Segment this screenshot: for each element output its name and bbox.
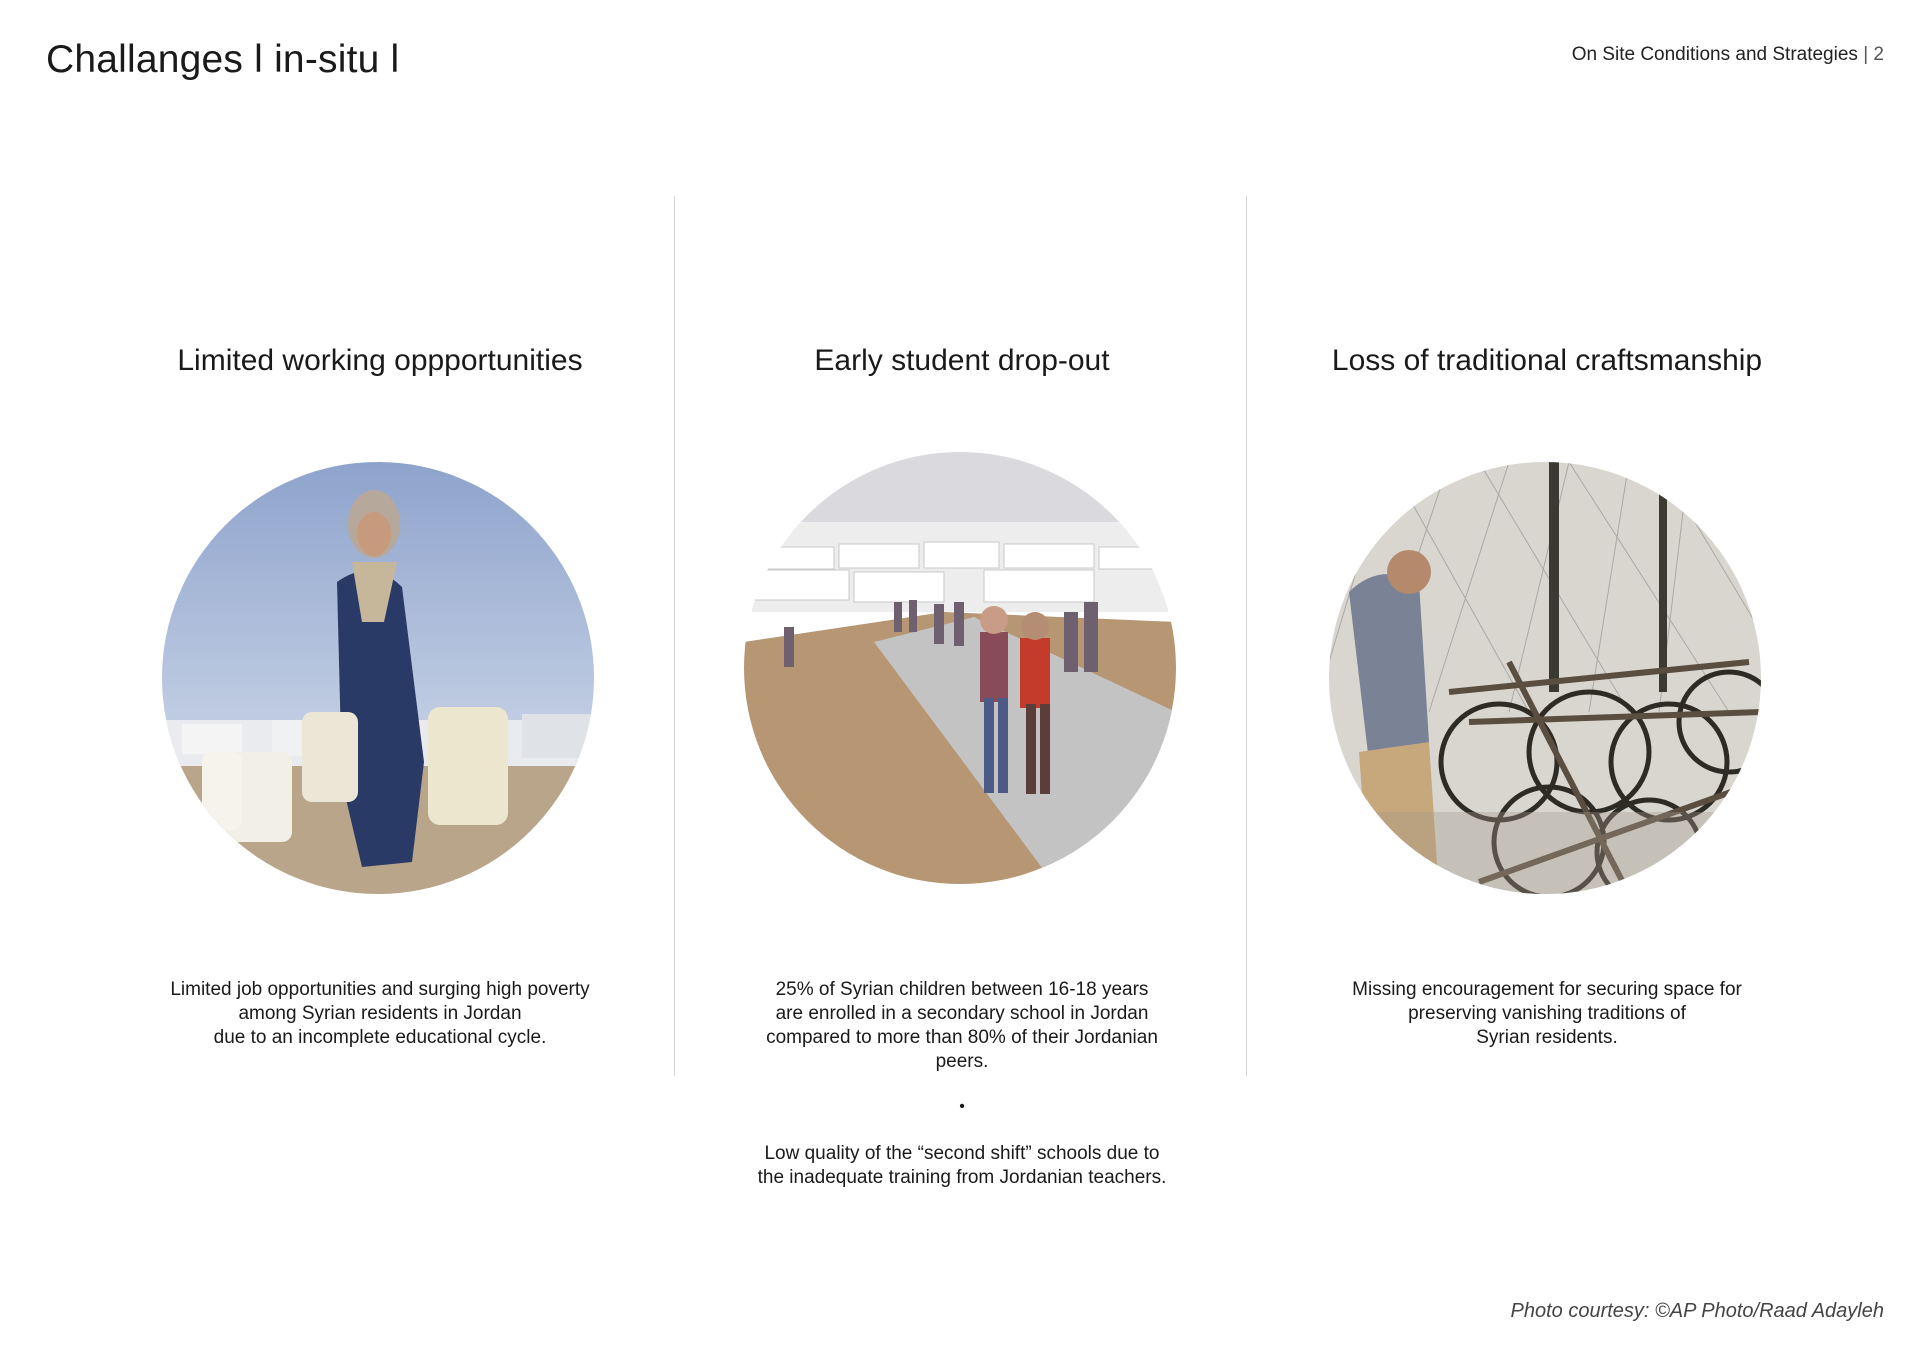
- description-line: Missing encouragement for securing space for: [1352, 979, 1742, 1000]
- column-description: [100, 978, 660, 1050]
- column-description-secondary: [682, 1142, 1242, 1190]
- man-repairing-bicycles-photo: [1329, 462, 1761, 894]
- description-line: Syrian residents.: [1476, 1027, 1618, 1048]
- column-heading: Early student drop-out: [814, 344, 1110, 377]
- description-line: preserving vanishing traditions of: [1408, 1003, 1686, 1024]
- description-line: due to an incomplete educational cycle.: [213, 1027, 547, 1048]
- description-line: 25% of Syrian children between 16-18 years: [775, 979, 1149, 1000]
- column-craftsmanship: [1257, 0, 1837, 1357]
- column-working-opportunities: [90, 0, 670, 1357]
- description-line: Limited job opportunities and surging high poverty: [170, 979, 590, 1000]
- photo-credit: Photo courtesy: ©AP Photo/Raad Adayleh: [1510, 1300, 1884, 1322]
- description-line: compared to more than 80% of their Jordanian: [766, 1027, 1158, 1048]
- woman-carrying-water-jugs-photo: [162, 462, 594, 894]
- description-line: Low quality of the “second shift” schools due to: [764, 1143, 1160, 1164]
- column-description: [1267, 978, 1827, 1050]
- column-description: [682, 978, 1242, 1074]
- section-title: On Site Conditions and Strategies: [1571, 44, 1858, 65]
- page-title: Challanges l in-situ l: [46, 38, 400, 81]
- bullet-separator: •: [959, 1098, 965, 1115]
- column-student-dropout: [672, 0, 1252, 1357]
- description-line: among Syrian residents in Jordan: [238, 1003, 522, 1024]
- page-number: 2: [1873, 44, 1884, 65]
- column-heading: Limited working oppportunities: [177, 344, 583, 377]
- description-line: are enrolled in a secondary school in Jordan: [775, 1003, 1149, 1024]
- separator: |: [1857, 44, 1874, 65]
- children-walking-in-camp-photo: [744, 452, 1176, 884]
- description-line: peers.: [935, 1051, 989, 1072]
- column-heading: Loss of traditional craftsmanship: [1331, 344, 1763, 377]
- description-line: the inadequate training from Jordanian teachers.: [757, 1167, 1167, 1188]
